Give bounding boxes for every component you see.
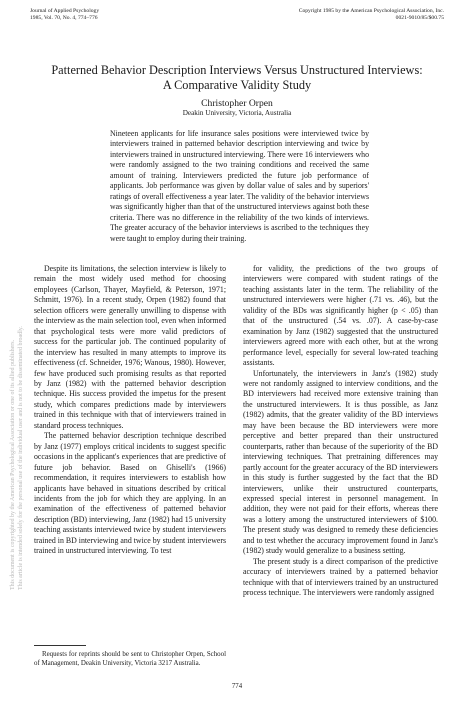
article-title-line1: Patterned Behavior Description Interviews Versus Unstructured Interviews: [51, 63, 423, 77]
watermark-line2: This article is intended solely for the personal use of the individual user and is not to be disseminated broadly. [18, 326, 24, 590]
page-number: 774 [231, 683, 243, 690]
body-column-right [243, 264, 438, 599]
journal-header-right [299, 8, 444, 22]
journal-name: Journal of Applied Psychology [30, 8, 100, 14]
author-name: Christopher Orpen [201, 98, 273, 109]
paragraph: The present study is a direct comparison of the predictive accuracy of interviewers trained by a patterned behavior technique with that of interviewers trained by an unstructured process technique. The interviewers were randomly assigned [243, 556, 438, 598]
paragraph: for validity, the predictions of the two groups of interviewers were compared with student ratings of the teaching assistants later in the term. The reliability of the unstructured interviewers were higher (.71 vs. .46), but the validity of the BDs was significantly higher (p < .05) than that of the unstructured (.54 vs. .07). A case-by-case examination by Janz (1982) suggested that the unstructured interviewers agreed more with each other, but at the wrong performance level, especially for several low-rated teaching assistants. [243, 264, 438, 368]
journal-volume: 1985, Vol. 70, No. 4, 774–776 [30, 15, 98, 21]
copyright-watermark [9, 230, 39, 590]
author-affiliation: Deakin University, Victoria, Australia [182, 109, 292, 117]
issn-code: 0021-9010/85/$00.75 [395, 15, 444, 21]
article-title [24, 63, 450, 93]
paragraph: Despite its limitations, the selection interview is likely to remain the most widely used method for choosing employees (Carlson, Thayer, Mayfield, & Peterson, 1971; Schmitt, 1976). In a recent study, Orpen (1982) found that selection officers were generally unwilling to dispense with the interview as the main selection tool, even when informed that psychological tests were more valid predictors of success for the particular job. The continued popularity of the interview has resulted in many attempts to improve its effectiveness (cf. Schneider, 1976; Wanous, 1980). However, few have produced such promising results as that reported by Janz (1982) with the patterned behavior description technique. His success provided the impetus for the present study, which compares predictions made by interviewers trained in this technique with that of interviewers trained in standard process techniques. [34, 264, 226, 430]
copyright-notice: Copyright 1985 by the American Psychological Association, Inc. [298, 8, 444, 14]
article-title-line2: A Comparative Validity Study [162, 78, 312, 92]
body-column-left [34, 264, 226, 557]
abstract: Nineteen applicants for life insurance sales positions were interviewed twice by interviewers trained in patterned behavior description interviewing and twice by interviewers trained in unstructured interviewing. There were 16 interviewers who were randomly assigned to the two training conditions and received the same amount of training. Interviewers predicted the future job performance of applicants. Job performance was given by dollar value of sales and by superiors' ratings of overall effectiveness a year later. The validity of the behavior interviews was significantly higher than that of the unstructured interviews against both these criteria. There was no difference in the reliability of the two kinds of interviews. The greater accuracy of the behavior interviews is ascribed to the techniques they were taught to employ during their training. [110, 129, 369, 243]
journal-header-left [30, 8, 99, 22]
paragraph: The patterned behavior description technique described by Janz (1977) employs critical incidents to suggest specific occasions in the applicant's experiences that are predictive of future job behavior. Based on Ghiselli's (1966) recommendation, it requires interviewers to establish how applicants have behaved in situations described by critical incidents from the job for which they are applying. In an examination of the effectiveness of patterned behavior description (BD) interviewing, Janz (1982) had 15 university teaching assistants interviewed twice by student interviewers trained in BD interviewing and twice by student interviewers trained in unstructured interviewing. To test [34, 431, 226, 556]
reprint-footnote: Requests for reprints should be sent to Christopher Orpen, School of Management, Deakin University, Victoria 3217 Australia. [34, 651, 226, 667]
footnote-divider [34, 645, 86, 646]
paragraph: Unfortunately, the interviewers in Janz's (1982) study were not randomly assigned to interview conditions, and the BD interviewers had received more extensive training than the unstructured interviewers. It is thus possible, as Janz (1982) admits, that the greater validity of the BD interviews may have been because the BD interviewers were more perceptive and better prepared than their unstructured counterparts, rather than because of the superiority of the BD interviewing techniques. That pretraining differences may partly account for the greater accuracy of the BD interviewers in this study is further suggested by the fact that the BD interviewers, unlike their unstructured counterparts, expressed special interest in personnel management. In addition, they were not paid for their efforts, whereas there was a lottery among the unstructured interviewers of $100. The present study was designed to remedy these deficiencies and to test whether the accuracy improvement found in Janz's (1982) study would generalize to a business setting. [243, 368, 438, 556]
watermark-line1: This document is copyrighted by the American Psychological Association or one of its allied publishers. [10, 339, 16, 590]
